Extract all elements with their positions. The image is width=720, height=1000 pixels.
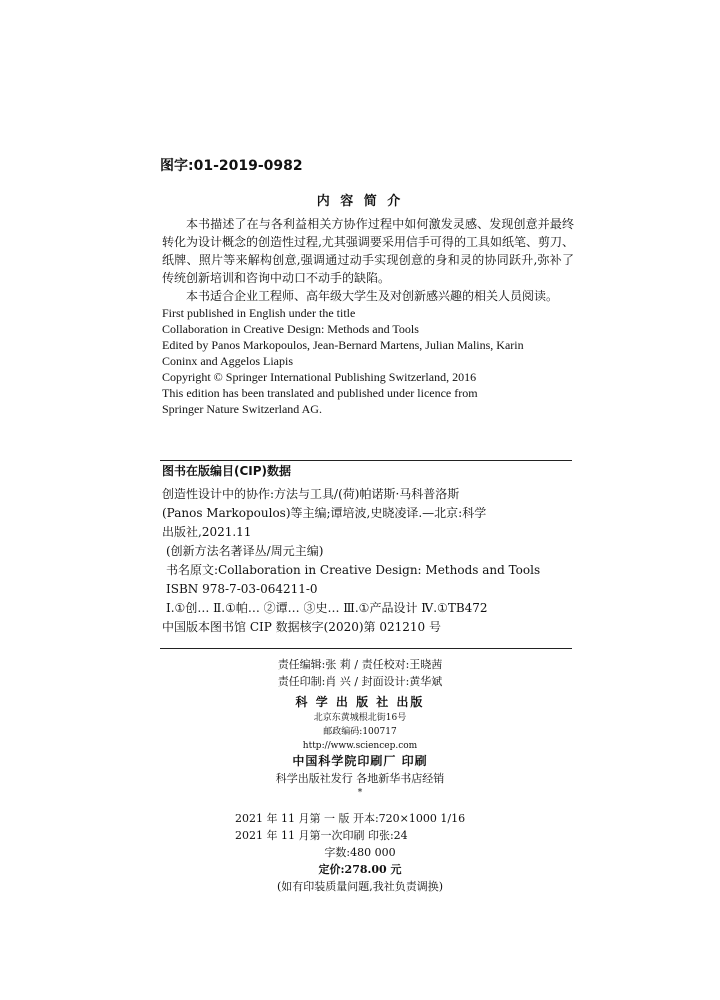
printer-name: 中国科学院印刷厂 印刷 xyxy=(292,754,428,768)
summary-text xyxy=(162,215,574,305)
editor-credits: 责任编辑:张 莉 / 责任校对:王晓茜 xyxy=(277,658,443,671)
registration-number: 图字:01-2019-0982 xyxy=(160,158,303,174)
word-count: 字数:480 000 xyxy=(324,846,396,859)
cip-line: Ⅰ.①创… Ⅱ.①帕… ②谭… ③史… Ⅲ.①产品设计 Ⅳ.①TB472 xyxy=(166,601,488,615)
separator-star: * xyxy=(357,788,363,798)
summary-paragraph-2: 本书适合企业工程师、高年级大学生及对创新感兴趣的相关人员阅读。 xyxy=(186,289,559,303)
cip-line: (Panos Markopoulos)等主编;谭培波,史晓凌译.—北京:科学 xyxy=(162,506,487,520)
edition-line-2: 2021 年 11 月第一次印刷 印张:24 xyxy=(235,829,408,842)
english-line: Edited by Panos Markopoulos, Jean-Bernard Martens, Julian Malins, Karin xyxy=(162,338,524,352)
english-copyright-block xyxy=(162,305,574,417)
publisher-postcode: 邮政编码:100717 xyxy=(323,727,397,737)
english-line: This edition has been translated and published under licence from xyxy=(162,386,478,400)
english-line: Copyright © Springer International Publishing Switzerland, 2016 xyxy=(162,370,477,384)
cip-line: 书名原文:Collaboration in Creative Design: Methods and Tools xyxy=(166,563,541,577)
cip-line: (创新方法名著译丛/周元主编) xyxy=(166,544,324,558)
cip-top-rule xyxy=(160,460,572,461)
english-line: Springer Nature Switzerland AG. xyxy=(162,402,322,416)
cip-heading: 图书在版编目(CIP)数据 xyxy=(162,464,292,478)
english-line: Collaboration in Creative Design: Methods and Tools xyxy=(162,322,419,336)
edition-line-1: 2021 年 11 月第 一 版 开本:720×1000 1/16 xyxy=(235,812,466,825)
publisher-address: 北京东黄城根北街16号 xyxy=(313,713,407,723)
production-credits: 责任印制:肖 兴 / 封面设计:黄华斌 xyxy=(277,675,443,688)
publisher-website: http://www.sciencep.com xyxy=(302,741,418,751)
cip-line: 中国版本图书馆 CIP 数据核字(2020)第 021210 号 xyxy=(162,620,441,634)
price-block xyxy=(0,844,720,895)
price: 定价:278.00 元 xyxy=(318,863,402,876)
english-line: Coninx and Aggelos Liapis xyxy=(162,354,293,368)
cip-line: 创造性设计中的协作:方法与工具/(荷)帕诺斯·马科普洛斯 xyxy=(162,487,460,501)
distribution-info: 科学出版社发行 各地新华书店经销 xyxy=(275,772,445,785)
cip-line: 出版社,2021.11 xyxy=(162,525,252,539)
english-line: First published in English under the title xyxy=(162,306,356,320)
edition-info xyxy=(235,810,465,844)
summary-paragraph-1: 本书描述了在与各利益相关方协作过程中如何激发灵感、发现创意并最终转化为设计概念的创造性过程,尤其强调要采用信手可得的工具如纸笔、剪刀、纸牌、照片等来解构创意,强调通过动手实现创意的身和灵的协同跃升,弥补了传统创新培训和咨询中动口不动手的缺陷。 xyxy=(162,217,574,285)
quality-notice: (如有印装质量问题,我社负责调换) xyxy=(276,880,444,893)
cip-bottom-rule xyxy=(160,648,572,649)
cip-line: ISBN 978-7-03-064211-0 xyxy=(166,582,318,596)
publisher-name: 科 学 出 版 社 出版 xyxy=(295,695,425,709)
credits-block xyxy=(0,656,720,799)
summary-title: 内 容 简 介 xyxy=(316,194,404,209)
cip-block xyxy=(162,462,572,637)
